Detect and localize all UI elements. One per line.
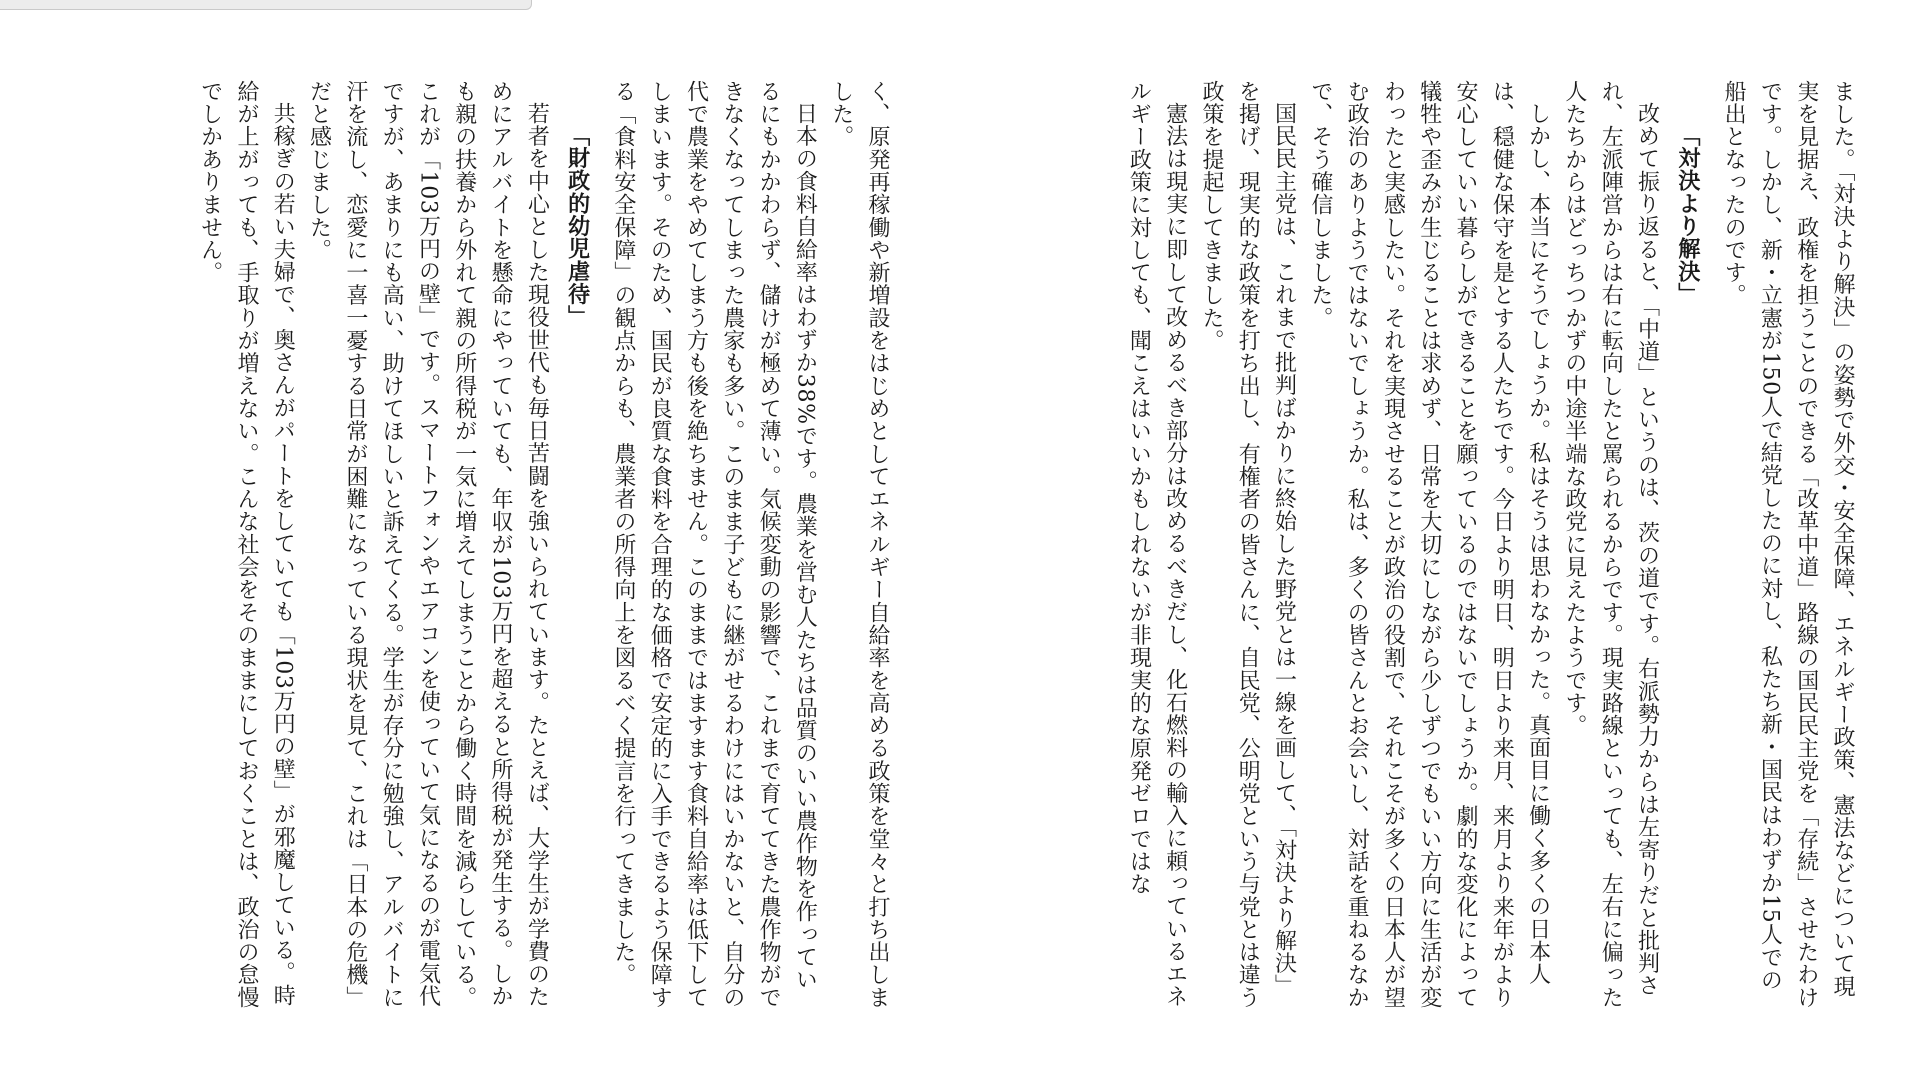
left-page-text-column bbox=[110, 80, 895, 1010]
section-heading: 「財政的幼児虐待」 bbox=[564, 124, 590, 328]
paragraph: 日本の食料自給率はわずか38%です。農業を営む人たちは品質のいい農作物を作っているにもかかわらず、儲けが極めて薄い。気候変動の影響で、これまで育ててきた農作物ができなくなってしまった農家も多い。このまま子どもに継がせるわけにはいかないと、自分の代で農業をやめてしまう方も後を絶ちません。このままではますます食料自給率は低下してしまいます。そのため、国民が良質な食料を合理的な価格で安定的に入手できるよう保障する「食料安全保障」の観点からも、農業者の所得向上を図るべく提言を行ってきました。 bbox=[610, 80, 818, 1009]
window-tab-strip bbox=[0, 0, 532, 10]
paragraph: しかし、本当にそうでしょうか。私はそうは思わなかった。真面目に働く多くの日本人は、穏健な保守を是とする人たちです。今日より明日、明日より来月、来月より来年がより安心していい暮らしができることを願っているのではないでしょうか。劇的な変化によって犠牲や歪みが生じることは求めず、日常を大切にしながら少しずつでもいい方向に生活が変わったと実感したい。それを実現させることが政治の役割で、それこそが多くの日本人が望む政治のありようではないでしょうか。私は、多くの皆さんとお会いし、対話を重ねるなかで、そう確信しました。 bbox=[1307, 80, 1551, 1009]
paragraph: 国民民主党は、これまで批判ばかりに終始した野党とは一線を画して、「対決より解決」を掲げ、現実的な政策を打ち出し、有権者の皆さんに、自民党、公明党という与党とは違う政策を提起してきました。 bbox=[1198, 80, 1297, 1009]
section-heading: 「対決より解決」 bbox=[1674, 124, 1700, 306]
left-page bbox=[110, 80, 895, 1070]
paragraph: く、原発再稼働や新増設をはじめとしてエネルギー自給率を高める政策を堂々と打ち出しました。 bbox=[828, 80, 890, 1009]
paragraph: ました。「対決より解決」の姿勢で外交・安全保障、エネルギー政策、憲法などについて現実を見据え、政権を担うことのできる「改革中道」路線の国民民主党を「存続」させたわけです。しかし、新・立憲が150人で結党したのに対し、私たち新・国民はわずか15人での船出となったのです。 bbox=[1721, 80, 1855, 1009]
paragraph: 憲法は現実に即して改めるべき部分は改めるべきだし、化石燃料の輸入に頼っているエネルギー政策に対しても、聞こえはいいかもしれないが非現実的な原発ゼロではな bbox=[1126, 80, 1188, 1008]
right-page-text-column bbox=[1075, 80, 1860, 1010]
right-page bbox=[1075, 80, 1860, 1070]
paragraph: 改めて振り返ると、「中道」というのは、茨の道です。右派勢力からは左寄りだと批判され、左派陣営からは右に転向したと罵られるからです。現実路線といっても、左右に偏った人たちからはどっちつかずの中途半端な政党に見えたようです。 bbox=[1561, 80, 1660, 1009]
paragraph: 共稼ぎの若い夫婦で、奥さんがパートをしていても「103万円の壁」が邪魔している。時給が上がっても、手取りが増えない。こんな社会をそのままにしておくことは、政治の怠慢でしかありません。 bbox=[197, 80, 296, 1009]
paragraph: 若者を中心とした現役世代も毎日苦闘を強いられています。たとえば、大学生が学費のためにアルバイトを懸命にやっていても、年収が103万円を超えると所得税が発生する。しかも親の扶養から外れて親の所得税が一気に増えてしまうことから働く時間を減らしている。これが「103万円の壁」です。スマートフォンやエアコンを使っていて気になるのが電気代ですが、あまりにも高い、助けてほしいと訴えてくる。学生が存分に勉強し、アルバイトに汗を流し、恋愛に一喜一憂する日常が困難になっている現状を見て、これは「日本の危機」だと感じました。 bbox=[306, 80, 550, 1009]
